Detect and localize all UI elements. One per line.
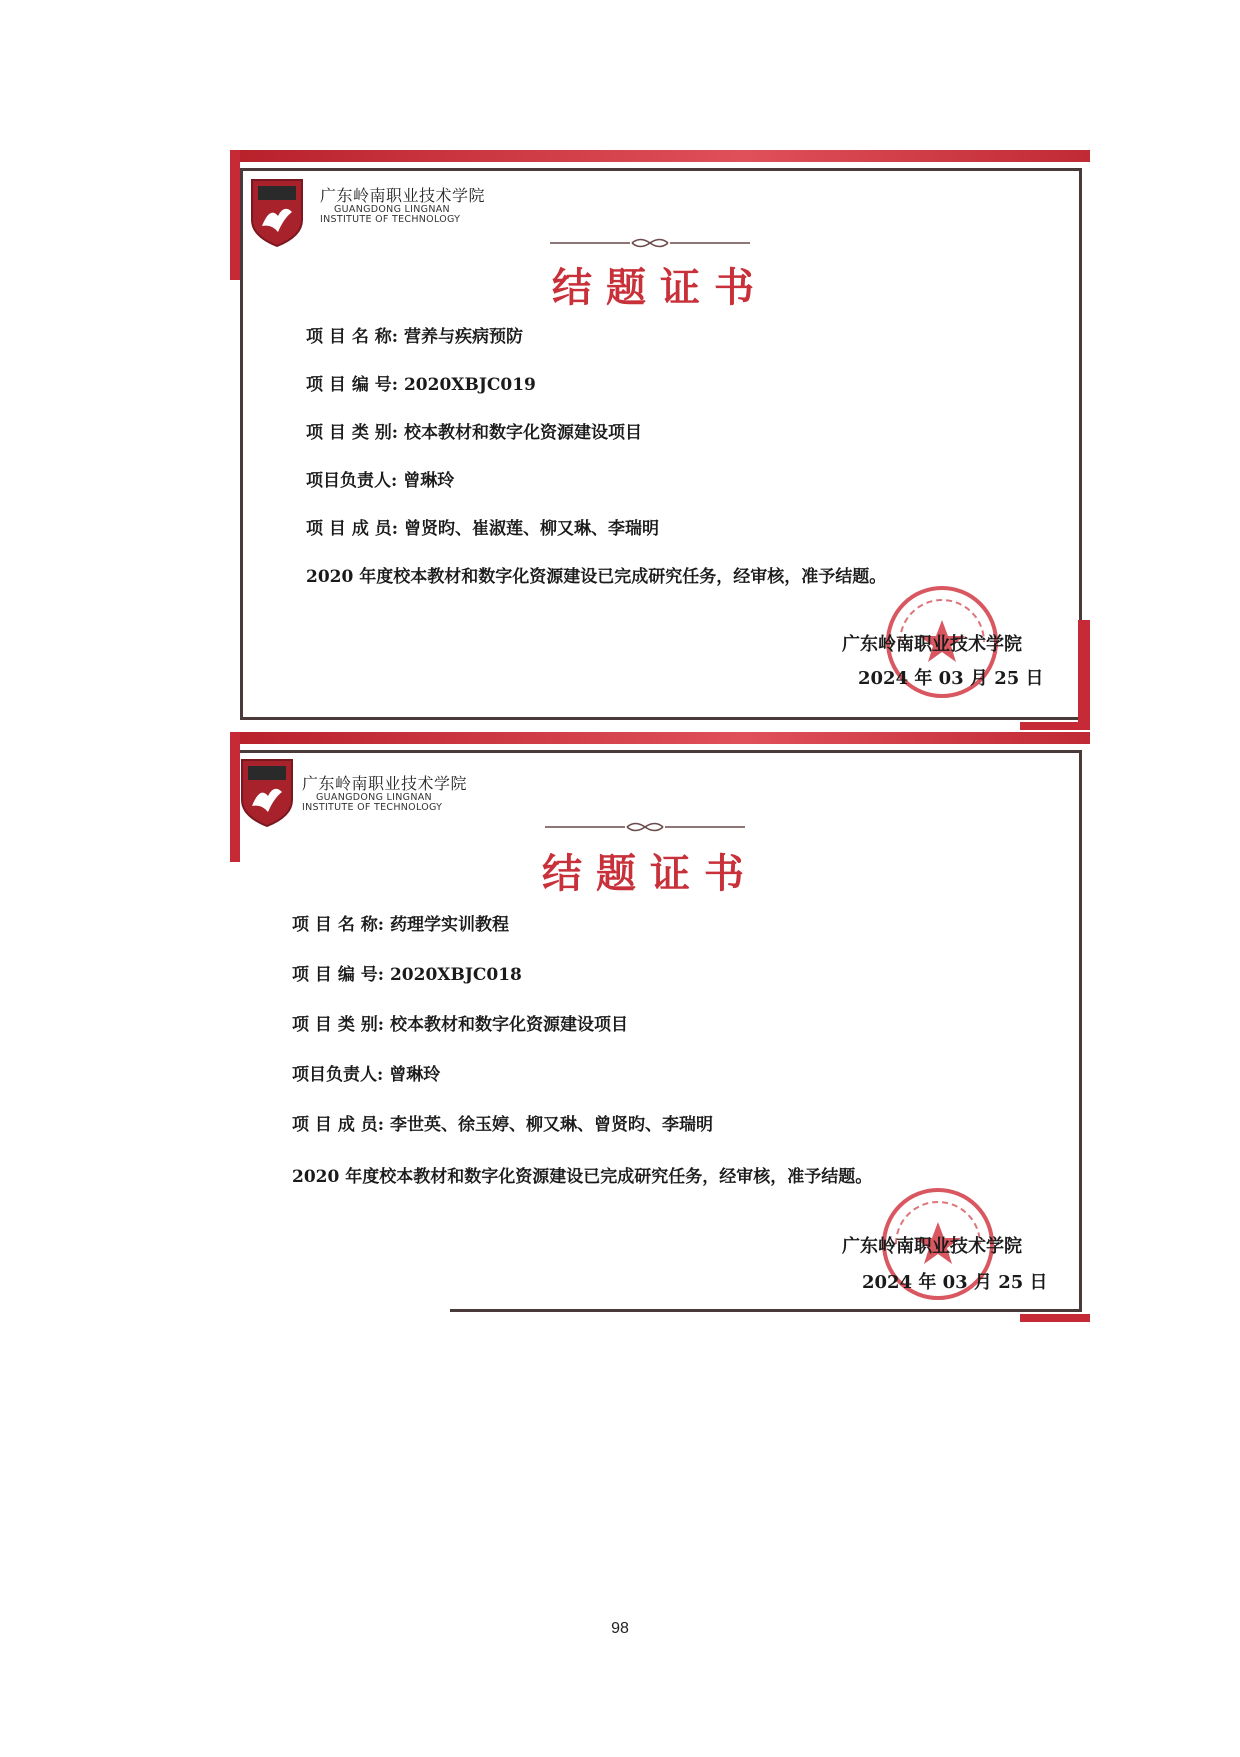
field-label: 项目负责人: <box>292 1065 384 1085</box>
institute-name <box>302 776 467 813</box>
field-value: 曾琳玲 <box>403 471 455 491</box>
institute-name <box>320 188 485 225</box>
frame-bottom <box>240 717 1080 720</box>
institute-logo-icon <box>248 176 306 248</box>
certificate-1 <box>230 150 1090 730</box>
field-value: 2020XBJC018 <box>389 965 522 985</box>
title-ornament <box>540 820 750 834</box>
signature-institute: 广东岭南职业技术学院 <box>842 1236 1022 1257</box>
field-value: 2020XBJC019 <box>403 375 536 395</box>
institute-name-en-2: INSTITUTE OF TECHNOLOGY <box>302 801 443 813</box>
top-red-bar <box>230 150 1090 162</box>
signature-date: 2024 年 03 月 25 日 <box>858 668 1044 689</box>
field-label: 项 目 名 称: <box>292 915 385 935</box>
completion-statement: 2020 年度校本教材和数字化资源建设已完成研究任务，经审核，准予结题。 <box>292 1167 873 1187</box>
field-label: 项 目 编 号: <box>292 965 385 985</box>
title-ornament <box>550 236 750 250</box>
field-label: 项目负责人: <box>306 471 398 491</box>
field-value: 药理学实训教程 <box>389 915 509 935</box>
field-value: 李世英、徐玉婷、柳又琳、曾贤昀、李瑞明 <box>389 1115 713 1135</box>
left-red-strip <box>230 150 240 280</box>
certificate-title: 结题证书 <box>552 265 768 311</box>
field-value: 曾贤昀、崔淑莲、柳又琳、李瑞明 <box>403 519 659 539</box>
corner-accent-bottom <box>1020 1314 1090 1322</box>
frame-top <box>240 168 1080 171</box>
field-project-category <box>306 418 642 443</box>
frame-right <box>1079 750 1082 1312</box>
certificate-title: 结题证书 <box>542 851 758 897</box>
institute-name-en-2: INSTITUTE OF TECHNOLOGY <box>320 213 461 225</box>
field-label: 项 目 类 别: <box>306 423 399 443</box>
field-label: 项 目 成 员: <box>306 519 399 539</box>
frame-top <box>240 750 1080 753</box>
corner-accent-bottom <box>1020 722 1090 730</box>
frame-left <box>240 168 243 720</box>
field-value: 校本教材和数字化资源建设项目 <box>403 423 642 443</box>
institute-logo-icon <box>238 756 296 828</box>
corner-accent <box>1078 620 1090 730</box>
field-value: 营养与疾病预防 <box>403 327 523 347</box>
field-project-number <box>306 370 536 395</box>
field-project-name <box>306 322 523 347</box>
field-label: 项 目 类 别: <box>292 1015 385 1035</box>
page-number: 98 <box>611 1620 629 1637</box>
institute-name-cn: 广东岭南职业技术学院 <box>320 186 486 205</box>
signature-date: 2024 年 03 月 25 日 <box>862 1272 1048 1293</box>
field-label: 项 目 成 员: <box>292 1115 385 1135</box>
signature-institute: 广东岭南职业技术学院 <box>842 634 1022 655</box>
institute-name-cn: 广东岭南职业技术学院 <box>302 774 468 793</box>
field-project-leader <box>306 466 454 491</box>
institute-name-en-1: GUANGDONG LINGNAN <box>334 203 450 215</box>
field-project-category <box>292 1010 628 1035</box>
field-value: 校本教材和数字化资源建设项目 <box>389 1015 628 1035</box>
completion-statement: 2020 年度校本教材和数字化资源建设已完成研究任务，经审核，准予结题。 <box>306 567 887 587</box>
field-project-number <box>292 960 522 985</box>
field-project-members <box>306 514 659 539</box>
field-label: 项 目 名 称: <box>306 327 399 347</box>
field-project-members <box>292 1110 713 1135</box>
field-label: 项 目 编 号: <box>306 375 399 395</box>
field-project-name <box>292 910 509 935</box>
field-value: 曾琳玲 <box>389 1065 441 1085</box>
frame-bottom <box>450 1309 1080 1312</box>
institute-name-en-1: GUANGDONG LINGNAN <box>316 791 432 803</box>
certificate-2 <box>230 732 1090 1322</box>
top-red-bar <box>230 732 1090 744</box>
field-project-leader <box>292 1060 440 1085</box>
